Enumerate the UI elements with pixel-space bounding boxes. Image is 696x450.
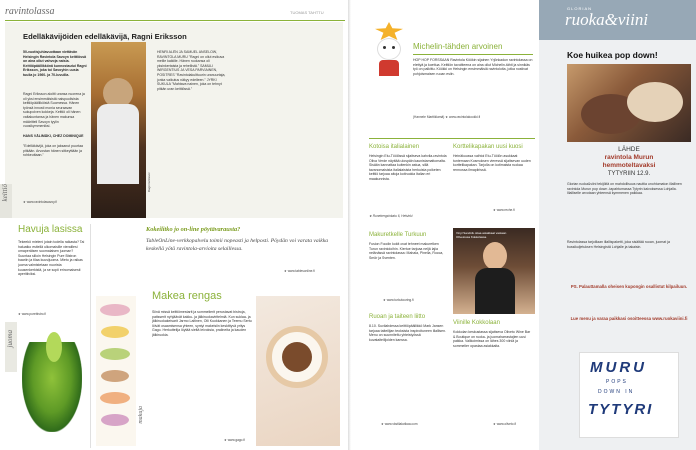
quote-name: HANS VÄLIMÄKI, CHEZ DOMINIQUE: [23, 134, 84, 138]
kotoisa-article: [369, 142, 449, 230]
tablesonline-body: TableOnLine-verkkopalvelu toimii nopeasti ja helposti. Pöydän voi varata vaikka keskellä yötä ravintola-arvioita selaillessa.: [146, 238, 329, 252]
feature-quote: "Edelläkävijä, joka on jaksanut puurtaa pitkään. Arvostan hänen sitkeyttään ja rohkeuttaan.": [23, 144, 84, 158]
makuretket-heading: Makuretkelle Turkuun: [369, 232, 427, 238]
ad-cta: Lue menu ja varaa paikkasi osoitteessa www.ruokaviini.fi: [570, 316, 688, 321]
kotoisa-sig: ★ Runebergsinkatu 6, Helsinki: [369, 214, 413, 218]
michelin-mascot: [369, 22, 409, 76]
makuretket-sig: ★ www.turkutouring.fi: [383, 298, 414, 302]
magazine-big: ruoka&viini: [565, 10, 649, 29]
viinille-sig: ★ www.oliveto.fi: [493, 422, 517, 426]
viinille-body: Kokkolan keskustassa sijaitseva Oliveto Wine Bar & Boutique on ruoka- ja juomaharrastajien uusi paikka. Valikoimissa on lähes 300 viiniä ja sommelier opastaa asiakkaita.: [453, 330, 531, 348]
gago-photo: [256, 296, 340, 446]
muru-line3: DOWN IN: [598, 389, 635, 395]
makuretket-body: Fusion Foodin kokit ovat tehneet makuretken Turun ravintoloihin. Kiertue tarjoaa neljä lajia nelänässä ravintolassa: Mahala, Pinella, Rocca, Smör ja Sventen.: [369, 242, 444, 260]
michelin-sig: (Hannele Marttiklamä) ★ www.ravintolakookki.fi: [413, 115, 481, 119]
oliveto-caption: Vinyl Sandvik ottaa asiakkaat vastaan Olivetossa Kokkolassa.: [456, 231, 507, 240]
right-page: [351, 0, 539, 450]
feature-article: [1, 22, 343, 218]
makea-heading: Makea rengas: [152, 290, 222, 302]
ad-sub3: hemmoteltavaksi: [602, 162, 656, 169]
top-label: TUOMAS TAHTTU: [290, 10, 324, 15]
magazine-logo: [539, 0, 696, 40]
kotoisa-heading: Kotoisa italialainen: [369, 144, 420, 150]
havuja-heading: Havuja lasissa: [18, 224, 83, 235]
makea-sig: ★ www.gago.fi: [224, 438, 245, 442]
magazine-small: GLORIAN: [567, 6, 593, 11]
side-tag-juoma: juoma: [5, 322, 17, 372]
ad-sub2: ravintola Murun: [604, 154, 654, 161]
tablesonline-sig: ★ www.tablesonline.fi: [284, 269, 315, 273]
feature-intro: 50-vuotisjuhlavuottaan viettävän Helsingin Ravintola Savoyn keittiössä on aina ollut vahvoja naisia. Keittiöpäällikkönä kunnostautui Ragni Eriksson, joka toi Savoyhin uusia tuulia jo 1960- ja 70-luvuilla.: [23, 50, 87, 77]
makea-body: Siinä missä keittiömestarit ja sommelierit perustavat bistroja, patisserit nyhjäävät kakku- ja jälkiruokaviritelmiä. Kun suklaa- ja jälkiruokakeisarit Jarmo Laitinen, Olli Kuokkanen ja Teemu Sertu löivät osaamisensa yhteen, syntyi makeisiin keskittyvä yritys Gago. Herkuttelija löytää sieltä leivoksia, pralineita ja kauden jälkiruokia.: [152, 310, 252, 337]
michelin-article: [365, 18, 535, 130]
makuretket-article: [369, 230, 449, 310]
havuja-article: [5, 222, 87, 450]
havuja-body: Tekeekö mieleni jotain todella raikasta? Tai haluatko esitellä ulkomaisille vieraillesi omaperäisen suomalaisen juoman? Suuntaa silloin Helsingin Pure Bistron baariin ja tilaa kuusijuoma. Mieto ja raikas juoma valmistetaan nuorista kuusenkerkistä, ja se sopii erinomaisesti aperitiiviksi.: [18, 240, 85, 277]
makea-article: [96, 286, 342, 450]
muru-line1: MURU: [590, 359, 647, 376]
sidebar-promo: [539, 0, 696, 450]
muru-line2: POPS: [606, 379, 628, 385]
muru-logo: [579, 352, 679, 438]
ruoan-sig: ★ www.vkstilakotkaa.com: [381, 422, 418, 426]
korttelikapakan-article: [453, 142, 535, 232]
ad-photo: [567, 64, 691, 142]
tablesonline-article: [96, 222, 342, 282]
ad-highlight: PS. Palauttamalla oheisen kupongin osallistut kilpailuun.: [570, 284, 688, 289]
ruoan-body: 8.10. Suvilahdessa keittiöpäällikkö Mark Jansen tarjoaa taiteilijan teoksista inspiroituneen illallisen. Menu on suunniteltu yhteistyössä kuvataiteilijoiden kanssa.: [369, 324, 447, 342]
muru-line4: TYTYRI: [588, 401, 654, 418]
michelin-heading: Michelin-tähden arvoinen: [413, 42, 503, 51]
korttelikapakan-heading: Korttelikapakan uusi kuosi: [453, 144, 523, 150]
korttelikapakan-sig: ★ www.reche.fi: [493, 208, 515, 212]
tablesonline-question: Kokeilitko jo on-line pöytävarausta?: [146, 226, 241, 233]
ad-sub1: LÄHDE: [618, 146, 640, 153]
photo-caption: Ragni Eriksson: [147, 172, 151, 193]
section-label: ravintolassa: [5, 6, 55, 17]
macaron-photo: [96, 296, 136, 446]
viinille-heading: Viinille Kokkolaan: [453, 320, 500, 326]
feature-sig: ★ www.ravintolasavoy.fi: [23, 200, 57, 204]
viinille-article: [453, 318, 535, 446]
side-tag-makuja: makuja: [138, 406, 144, 424]
pine-photo: [18, 322, 88, 450]
ad-title: Koe huikea pop down!: [567, 50, 658, 60]
ad-body2: Ravintolassa tarjoillaan illallispaketti, joka sisältää ruoan, juomat ja bussikuljetuksen Helsingistä Lohjalle ja takaisin.: [567, 240, 670, 249]
havuja-sig: ★ www.purebistro.fi: [18, 312, 47, 316]
michelin-lead: HOP HOP FORSSAAN Ravintola Köökin sijainen Yrjönkadun ravintolassa on elettyä ja koettua. Keittiön tavoitteena on aina ollut Michelin-tähti ja sinnikäs työ on palkittu. Köökki on Helsingin ensimmäisiä ravintoloita, jotka nostivat pohjoismaisen ruoan esiin.: [413, 58, 533, 76]
chef-photo: [91, 42, 146, 218]
ad-body: Glorian ruoka&viini tekijöitä on mahdollisuus nauttia unohtumaton illallinen ravintola Murun pop down -tapahtumassa Tytyrin kaivoksessa Lohjalla. Illalliselle arvotaan yhteensä kymmenen paikkaa.: [567, 182, 682, 196]
ruoan-article: [369, 312, 449, 446]
feature-body: Ragni Eriksson aloitti uransa nuorena ja oli yksi ensimmäisistä naispuolisista keittiöpäälliköistä Suomessa. Hänen työnsä innosti monia seuraavan sukupolven kokkeja. Keittiö oli hänen valtakuntansa ja hänen makunsa määritteli Savoyn tyylin vuosikymmeniksi.: [23, 92, 85, 129]
side-tag-keittio: keittiö: [0, 184, 12, 218]
feature-right-col: HENRI ALÉN JA SAMUEL ANSELOW, RAVINTOLA MURU "Ragni on ollut esikuva meille kaikille. Hänen ruokansa oli yksinkertaista ja rehellistä." SAMULI WIRGENTIUS JA VESA PARVIAINEN, POSITRES "Ravintolakulttuurin uranuurtaja, jonka vaikutus näkyy edelleen." JYRKI SUKULA "Mahtava nainen, joka on tehnyt pitkän uran keittiössä.": [157, 50, 226, 91]
feature-headline: Edelläkävijöiden edelläkävijä, Ragni Eriksson: [23, 32, 187, 41]
kotoisa-body: Helsingin Etu-Töölössä sijaitseva kahvila-ravintola Oliva Verde näyttää ulospäin kaunistamattomalta. Sisään kannattaa kuitenkin astua, sillä tavanomaisista italialaisista herkuista poiketen keittiö tarjoaa aitoja kotiruokia Italian eri maakunnista.: [369, 154, 447, 181]
korttelikapakan-body: Heinäkuussa vaihtoi Etu-Töölön asukkaat tuntemaan Kosmoksen vieressä sijaitsevan uuden korttelikapakan. Tarjolla on kotimaista ruokaa rennossa ilmapiirissä.: [453, 154, 531, 172]
oliveto-photo: [453, 228, 535, 314]
ad-sub4: TYTYRIIN 12.9.: [607, 171, 651, 177]
ruoan-heading: Ruoan ja taiteen liitto: [369, 314, 426, 320]
